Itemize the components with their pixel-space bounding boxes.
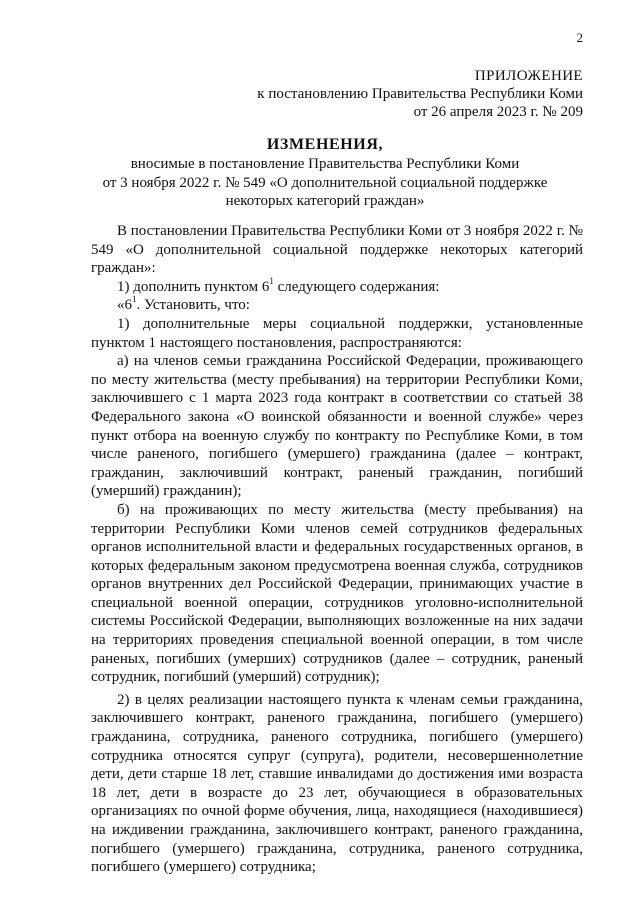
subitem-b-paragraph: б) на проживающих по месту жительства (месту пребывания) на территории Республики Коми членов семей сотрудников федеральных органов исполнительной власти и федеральных государственных органов, в которых федеральным законом предусмотрена военная служба, сотрудников органов внутренних дел Российской Федерации, принимающих участие в специальной военной операции, сотрудников уголовно-исполнительной системы Российской Федерации, выполняющих возложенные на них задачи на территориях проведения специальной военной операции, в том числе раненых, погибших (умерших) сотрудников (далее – сотрудник, раненый сотрудник, погибший (умерший) сотрудник); — [91, 501, 583, 686]
quote-paragraph: «$6^1$. Установить, что: — [117, 294, 250, 314]
appendix-line: к постановлению Правительства Республики Коми — [257, 86, 583, 102]
superscript: 1 — [269, 275, 274, 286]
heading-line: некоторых категорий граждан» — [225, 193, 425, 209]
page-number: 2 — [576, 30, 583, 45]
subitem-2-paragraph: 2) в целях реализации настоящего пункта к членам семьи гражданина, заключившего контракт, раненого гражданина, погибшего (умершего) гражданина, сотрудника, раненого сотрудника, погибшего (умершего) сотрудника относятся супруг (супруга), родители, несовершеннолетние дети, дети старше 18 лет, ставшие инвалидами до достижения ими возраста 18 лет, дети в возрасте до 23 лет, обучающиеся в образовательных организациях по очной форме обучения, лица, находящиеся (находившиеся) на иждивении гражданина, заключившего контракт, раненого гражданина, погибшего (умершего) гражданина, сотрудника, раненого сотрудника, погибшего (умершего) сотрудника; — [91, 691, 583, 876]
intro-paragraph: В постановлении Правительства Республики Коми от 3 ноября 2022 г. № 549 «О дополнительной социальной поддержке некоторых категорий граждан»: — [91, 223, 583, 277]
subitem-a-paragraph: а) на членов семьи гражданина Российской Федерации, проживающего по месту жительства (месту пребывания) на территории Республики Коми, заключившего с 1 марта 2023 года контракт в соответствии со статьей 38 Федерального закона «О воинской обязанности и военной службе» через пункт отбора на военную службу по контракту по Республике Коми, в том числе раненого, погибшего (умершего) гражданина (далее – контракт, гражданин, заключивший контракт, раненый гражданин, погибший (умерший) гражданин); — [91, 353, 583, 500]
appendix-title: ПРИЛОЖЕНИЕ — [474, 68, 583, 84]
document-body — [91, 222, 583, 877]
appendix-line: от 26 апреля 2023 г. № 209 — [413, 104, 583, 120]
heading-title: ИЗМЕНЕНИЯ, — [266, 136, 384, 153]
document-heading — [70, 135, 580, 211]
superscript: 1 — [132, 294, 137, 305]
heading-line: вносимые в постановление Правительства Республики Коми — [130, 156, 520, 172]
subitem-1-paragraph: 1) дополнительные меры социальной поддержки, установленные пунктом 1 настоящего постановления, распространяются: — [91, 315, 583, 351]
item-1-paragraph: 1) дополнить пунктом $6^1$ следующего содержания: — [117, 275, 440, 295]
heading-line: от 3 ноября 2022 г. № 549 «О дополнительной социальной поддержке — [102, 174, 548, 191]
appendix-block — [163, 67, 583, 121]
